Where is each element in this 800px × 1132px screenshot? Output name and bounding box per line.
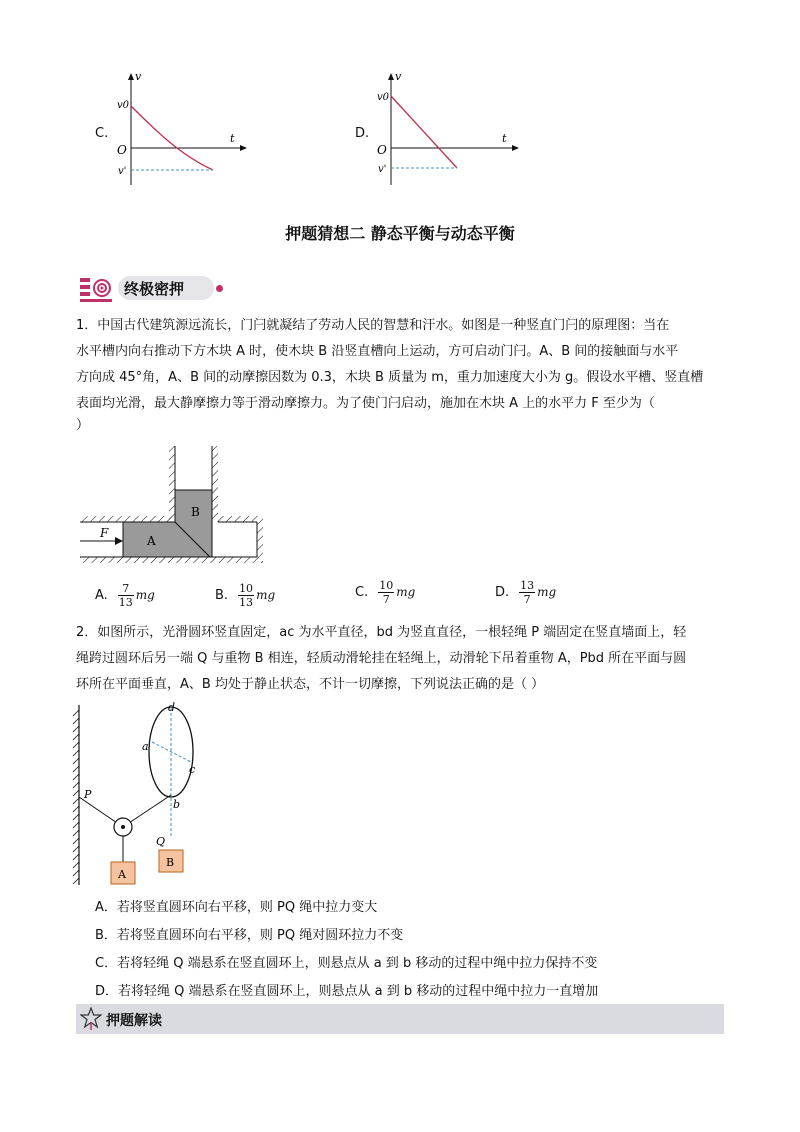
q1-option-b[interactable] [215, 578, 275, 612]
q1-option-a-letter: A. [95, 587, 108, 603]
badge-icon [78, 275, 118, 303]
q1-label-f: F [100, 526, 109, 540]
q1-option-d[interactable] [495, 575, 556, 609]
q2-option-a[interactable]: A．若将竖直圆环向右平移，则 PQ 绳中拉力变大 [95, 900, 378, 915]
graph-d [355, 70, 515, 190]
q1-option-c[interactable] [355, 575, 415, 609]
q1-option-c-letter: C. [355, 584, 369, 600]
graph-c-v0: v0 [117, 100, 130, 111]
q1-option-a[interactable] [95, 578, 155, 612]
q2-label-p: P [84, 788, 92, 801]
star-icon [80, 1007, 102, 1031]
q2-line-2: 绳跨过圆环后另一端 Q 与重物 B 相连，轻质动滑轮挂在轻绳上，动滑轮下吊着重物 A，Pbd 所在平面与圆 [76, 651, 687, 666]
graph-c [95, 70, 255, 190]
q2-label-c: c [189, 763, 196, 776]
q1-option-a-unit: mg [135, 588, 155, 602]
graph-c-plot [115, 70, 255, 190]
interpretation-banner [76, 1004, 724, 1034]
graph-c-vprime: v' [118, 166, 127, 177]
q1-option-c-unit: mg [396, 585, 416, 599]
q2-label-d: d [168, 701, 176, 714]
q1-option-b-fraction: $\frac{10}{13}$ [239, 581, 254, 609]
graph-d-v0: v0 [377, 92, 390, 103]
badge-dot [216, 285, 223, 292]
q1-option-c-fraction: $\frac{10}{7}$ [379, 578, 394, 606]
banner-title: 押题解读 [106, 1013, 162, 1029]
graph-c-t-axis: t [230, 132, 235, 145]
badge-text: 终极密押 [124, 280, 185, 298]
q1-option-d-letter: D. [495, 584, 510, 600]
q2-option-b[interactable]: B．若将竖直圆环向右平移，则 PQ 绳对圆环拉力不变 [95, 928, 404, 943]
graph-d-v-axis: v [395, 70, 402, 83]
graph-d-origin: O [377, 143, 387, 157]
q2-label-q: Q [156, 835, 166, 848]
q2-line-3: 环所在平面垂直，A、B 均处于静止状态，不计一切摩擦，下列说法正确的是（ ） [76, 677, 545, 692]
q1-figure [70, 440, 270, 570]
graph-d-plot [375, 70, 525, 190]
q1-line-1: 1．中国古代建筑源远流长，门闩就凝结了劳动人民的智慧和汗水。如图是一种竖直门闩的原理图：当在 [76, 318, 670, 333]
q1-label-b: B [191, 505, 200, 519]
q1-text [76, 313, 736, 435]
section-title: 押题猜想二 静态平衡与动态平衡 [285, 224, 515, 243]
q1-line-5: ） [76, 418, 90, 433]
q2-line-1: 2．如图所示，光滑圆环竖直固定，ac 为水平直径，bd 为竖直直径，一根轻绳 P 端固定在竖直墙面上，轻 [76, 625, 687, 640]
q2-option-c[interactable]: C．若将轻绳 Q 端悬系在竖直圆环上，则悬点从 a 到 b 移动的过程中绳中拉力保持不变 [95, 956, 598, 971]
q2-options [95, 894, 735, 1006]
graph-c-origin: O [117, 143, 127, 157]
q1-option-d-unit: mg [537, 585, 557, 599]
q2-box-b-label: B [166, 856, 175, 869]
q1-option-a-fraction: $\frac{7}{13}$ [118, 581, 133, 609]
q2-label-a: a [142, 740, 149, 753]
q2-label-b: b [173, 798, 181, 811]
graph-d-t-axis: t [502, 132, 507, 145]
graph-d-label: D. [355, 126, 370, 141]
q2-text [76, 620, 736, 698]
q1-label-a: A [147, 534, 156, 548]
graph-c-label: C. [95, 126, 109, 141]
q1-option-d-fraction: $\frac{13}{7}$ [520, 578, 535, 606]
graph-d-vprime: v' [378, 164, 387, 175]
q2-option-d[interactable]: D．若将轻绳 Q 端悬系在竖直圆环上，则悬点从 a 到 b 移动的过程中绳中拉力一直增加 [95, 984, 599, 999]
q2-box-a-label: A [118, 868, 126, 881]
q1-line-3: 方向成 45°角，A、B 间的动摩擦因数为 0.3，木块 B 质量为 m，重力加速度大小为 g。假设水平槽、竖直槽 [76, 370, 704, 385]
q1-option-b-letter: B. [215, 587, 229, 603]
graph-c-v-axis: v [135, 70, 142, 83]
q1-option-b-unit: mg [256, 588, 276, 602]
q1-line-2: 水平槽内向右推动下方木块 A 时，使木块 B 沿竖直槽向上运动，方可启动门闩。A、B 间的接触面与水平 [76, 344, 679, 359]
badge-pill [118, 276, 214, 300]
q2-figure [70, 700, 250, 890]
q1-line-4: 表面均光滑，最大静摩擦力等于滑动摩擦力。为了使门闩启动，施加在木块 A 上的水平力 F 至少为（ [76, 396, 655, 411]
